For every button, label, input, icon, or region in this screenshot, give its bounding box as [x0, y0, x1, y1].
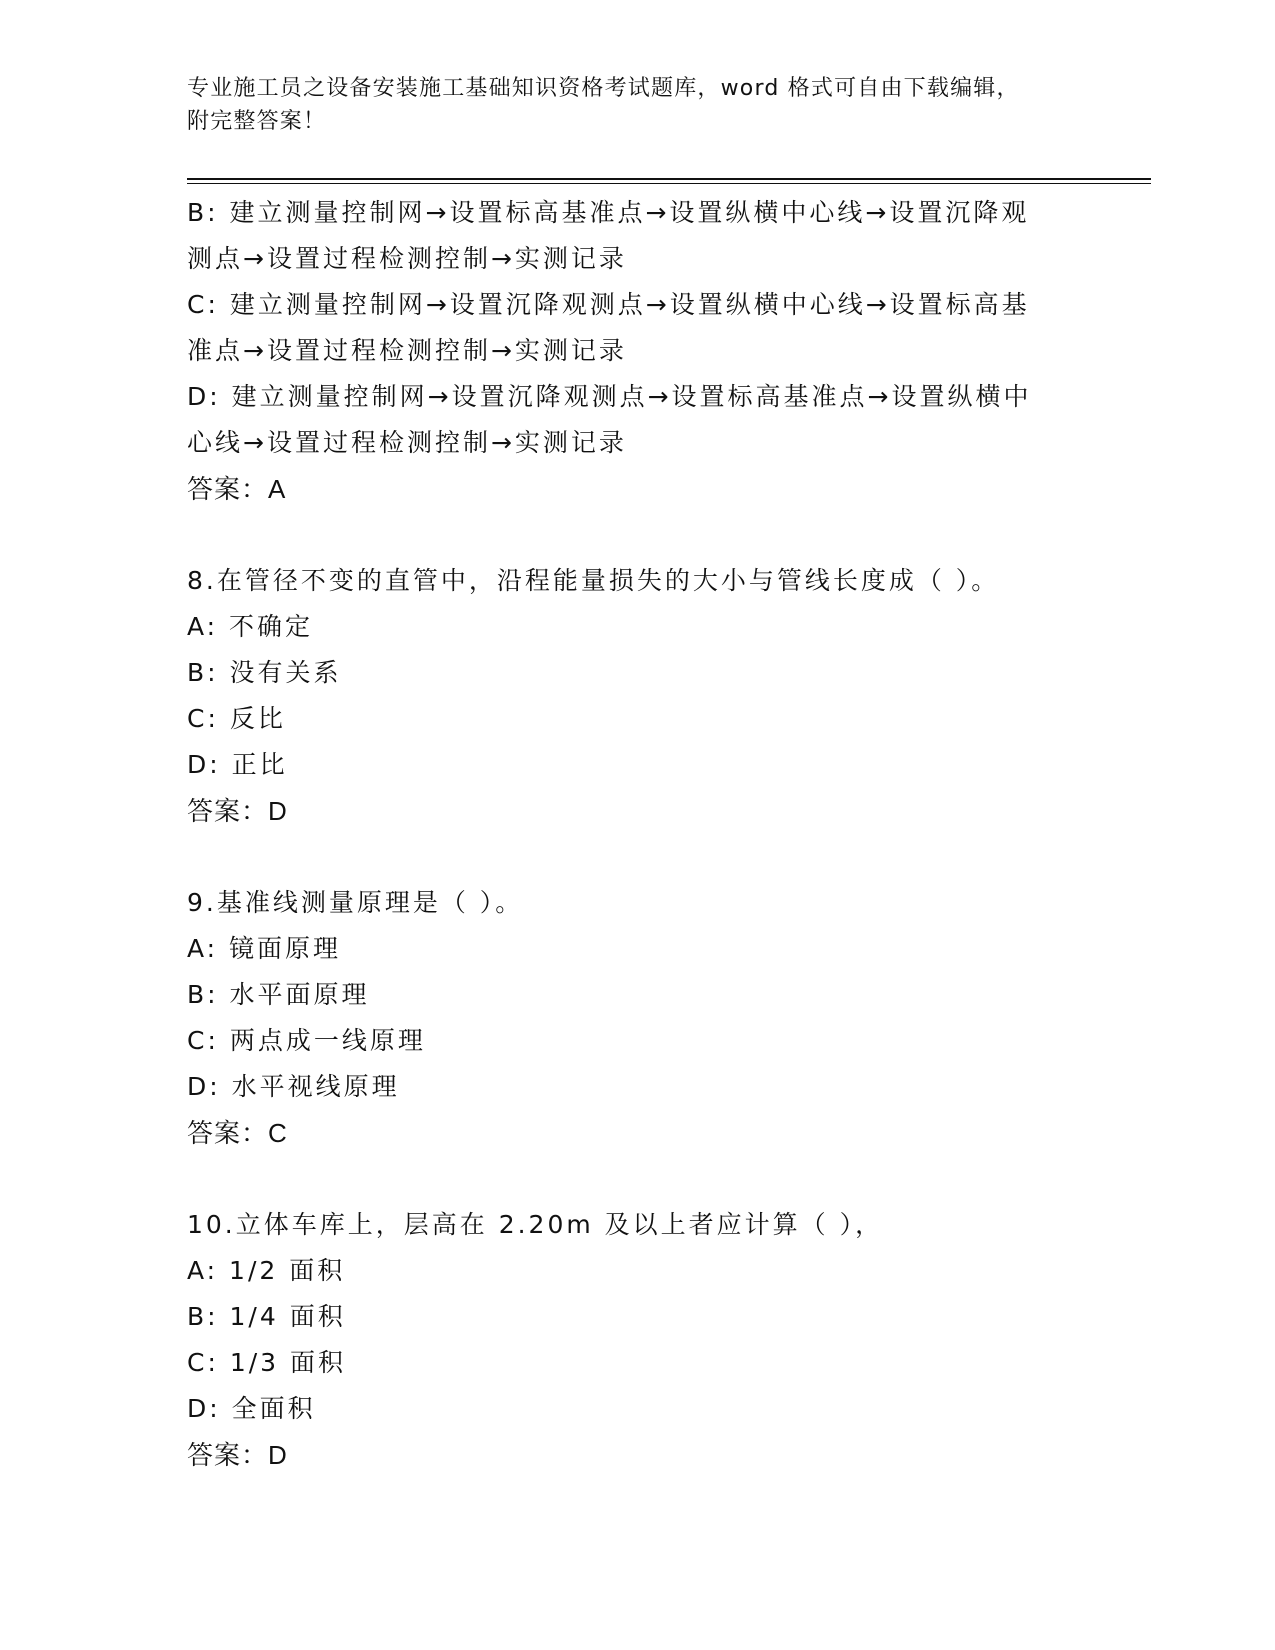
header-divider-thick: [187, 178, 1151, 180]
header-title-line-1: 专业施工员之设备安装施工基础知识资格考试题库，word 格式可自由下载编辑，: [187, 76, 1020, 101]
question-8: [187, 558, 1087, 834]
q9-option-b: B: 水平面原理: [187, 980, 370, 1009]
q8-option-d: D: 正比: [187, 750, 288, 779]
q10-answer: 答案：D: [187, 1440, 288, 1470]
q10-option-a: A: 1/2 面积: [187, 1256, 346, 1285]
spacer: [187, 512, 1087, 558]
header-divider-thin: [187, 183, 1151, 184]
q7-option-c-line-1: C: 建立测量控制网→设置沉降观测点→设置纵横中心线→设置标高基: [187, 290, 1030, 319]
q9-option-a: A: 镜面原理: [187, 934, 342, 963]
question-9: [187, 880, 1087, 1156]
spacer: [187, 834, 1087, 880]
q9-stem: 9.基准线测量原理是（ ）。: [187, 888, 524, 917]
q9-option-c: C: 两点成一线原理: [187, 1026, 426, 1055]
q10-option-b: B: 1/4 面积: [187, 1302, 346, 1331]
q8-option-c: C: 反比: [187, 704, 286, 733]
q7-option-c-line-2: 准点→设置过程检测控制→实测记录: [187, 336, 627, 365]
q9-option-d: D: 水平视线原理: [187, 1072, 400, 1101]
q8-option-a: A: 不确定: [187, 612, 314, 641]
q10-stem: 10.立体车库上，层高在 2.20m 及以上者应计算（ ），: [187, 1210, 884, 1239]
question-list: [187, 190, 1087, 1478]
q8-option-b: B: 没有关系: [187, 658, 342, 687]
question-10: [187, 1202, 1087, 1478]
spacer: [187, 1156, 1087, 1202]
q7-answer: 答案：A: [187, 474, 287, 504]
q10-option-d: D: 全面积: [187, 1394, 316, 1423]
question-7-continued: [187, 190, 1087, 512]
q8-answer: 答案：D: [187, 796, 288, 826]
q7-option-d-line-1: D: 建立测量控制网→设置沉降观测点→设置标高基准点→设置纵横中: [187, 382, 1032, 411]
q7-option-b-line-1: B: 建立测量控制网→设置标高基准点→设置纵横中心线→设置沉降观: [187, 198, 1030, 227]
q7-option-b-line-2: 测点→设置过程检测控制→实测记录: [187, 244, 627, 273]
q9-answer: 答案：C: [187, 1118, 288, 1148]
q8-stem: 8.在管径不变的直管中，沿程能量损失的大小与管线长度成（ ）。: [187, 566, 1000, 595]
header-title-line-2: 附完整答案！: [187, 109, 327, 134]
q10-option-c: C: 1/3 面积: [187, 1348, 347, 1377]
document-header: [187, 72, 1087, 138]
q7-option-d-line-2: 心线→设置过程检测控制→实测记录: [187, 428, 627, 457]
